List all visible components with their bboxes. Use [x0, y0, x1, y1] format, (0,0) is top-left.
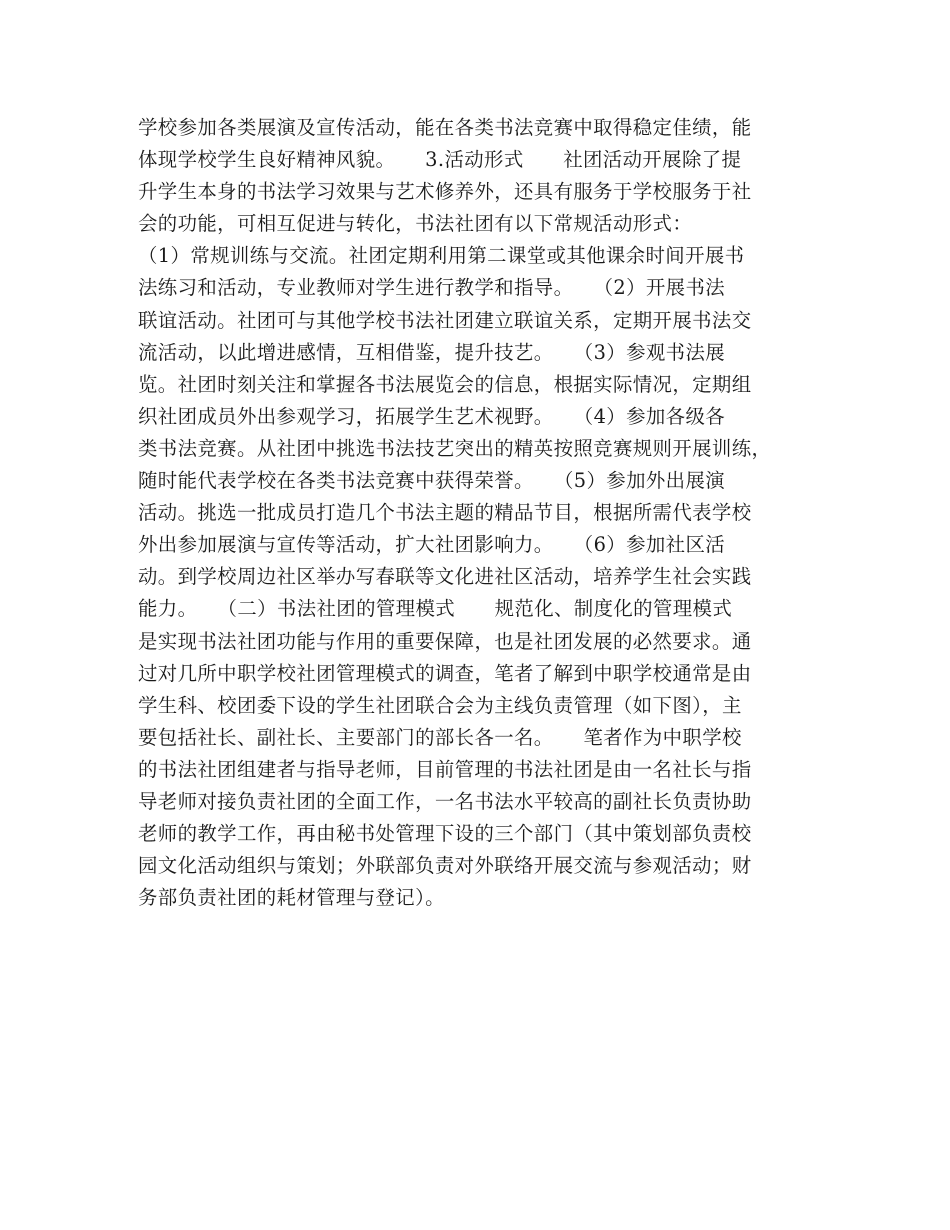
body-text [138, 112, 828, 914]
text-line: 会的功能，可相互促进与转化，书法社团有以下常规活动形式： [138, 212, 693, 236]
text-line: 织社团成员外出参观学习，拓展学生艺术视野。 （4）参加各级各 [138, 404, 726, 428]
text-line: 能力。 （二）书法社团的管理模式 规范化、制度化的管理模式 [138, 597, 733, 621]
text-line: 要包括社长、副社长、主要部门的部长各一名。 笔者作为中职学校 [138, 725, 742, 749]
text-line: 的书法社团组建者与指导老师，目前管理的书法社团是由一名社长与指 [138, 757, 752, 781]
text-line: 活动。挑选一批成员打造几个书法主题的精品节目，根据所需代表学校 [138, 501, 752, 525]
text-line: 体现学校学生良好精神风貌。 3.活动形式 社团活动开展除了提 [138, 148, 742, 172]
text-line: 随时能代表学校在各类书法竞赛中获得荣誉。 （5）参加外出展演 [138, 469, 726, 493]
text-line: 联谊活动。社团可与其他学校书法社团建立联谊关系，定期开展书法交 [138, 308, 752, 332]
text-line: 务部负责社团的耗材管理与登记）。 [138, 886, 445, 910]
text-line: 动。到学校周边社区举办写春联等文化进社区活动，培养学生社会实践 [138, 565, 752, 589]
text-line: 览。社团时刻关注和掌握各书法展览会的信息，根据实际情况，定期组 [138, 372, 752, 396]
text-line: 老师的教学工作，再由秘书处管理下设的三个部门（其中策划部负责校 [138, 822, 752, 846]
text-line: 升学生本身的书法学习效果与艺术修养外，还具有服务于学校服务于社 [138, 180, 752, 204]
text-line: 导老师对接负责社团的全面工作，一名书法水平较高的副社长负责协助 [138, 789, 752, 813]
text-line: 过对几所中职学校社团管理模式的调查，笔者了解到中职学校通常是由 [138, 661, 752, 685]
text-line: 法练习和活动，专业教师对学生进行教学和指导。 （2）开展书法 [138, 276, 726, 300]
text-line: （1）常规训练与交流。社团定期利用第二课堂或其他课余时间开展书 [138, 244, 745, 268]
text-line: 流活动，以此增进感情，互相借鉴，提升技艺。 （3）参观书法展 [138, 340, 726, 364]
text-line: 是实现书法社团功能与作用的重要保障，也是社团发展的必然要求。通 [138, 629, 752, 653]
text-line: 园文化活动组织与策划；外联部负责对外联络开展交流与参观活动；财 [138, 854, 752, 878]
text-line: 外出参加展演与宣传等活动，扩大社团影响力。 （6）参加社区活 [138, 533, 726, 557]
text-line: 类书法竞赛。从社团中挑选书法技艺突出的精英按照竞赛规则开展训练， [138, 436, 772, 460]
text-line: 学校参加各类展演及宣传活动，能在各类书法竞赛中取得稳定佳绩，能 [138, 116, 752, 139]
text-line: 学生科、校团委下设的学生社团联合会为主线负责管理（如下图），主 [138, 693, 742, 717]
